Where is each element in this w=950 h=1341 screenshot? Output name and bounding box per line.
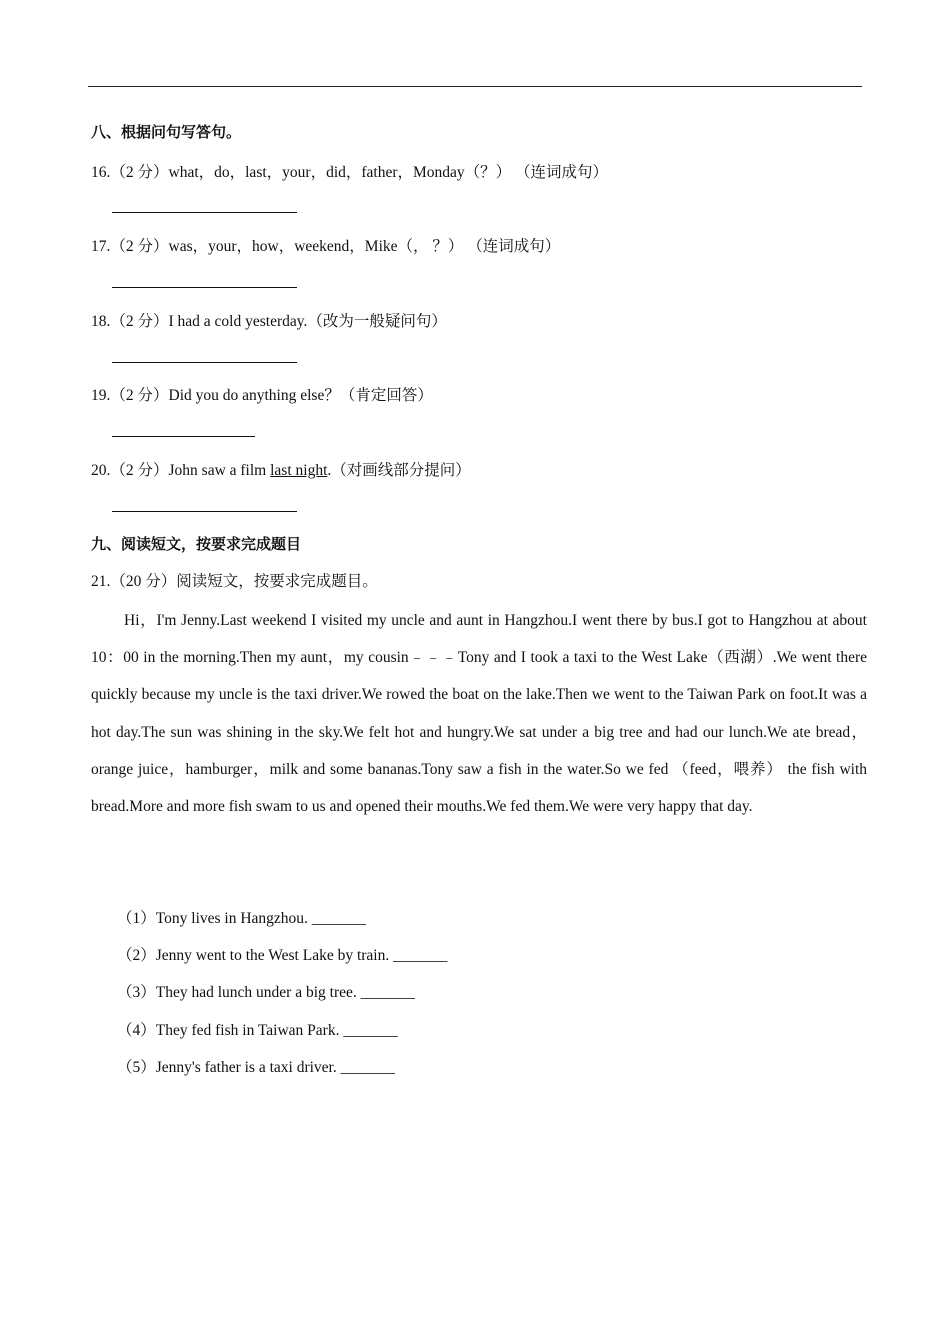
question-20-prefix: 20.（2 分）John saw a film — [91, 462, 271, 479]
section-8-heading: 八、根据问句写答句。 — [91, 123, 242, 141]
answer-blank-16[interactable] — [112, 212, 297, 213]
reading-passage — [91, 602, 867, 825]
question-21: 21.（20 分）阅读短文，按要求完成题目。 — [91, 573, 378, 590]
passage-text: Hi，I'm Jenny.Last weekend I visited my uncle and aunt in Hangzhou.I went there by bus.I got to Hangzhou at about 10：00 in the morning.Then my aunt，my cousin﹣﹣﹣Tony and I took a taxi to the West Lake（西湖）.We went there quickly because my uncle is the taxi driver.We rowed the boat on the lake.Then we went to the Taiwan Park on foot.It was a hot day.The sun was shining in the sky.We felt hot and hungry.We sat under a big tree and had our lunch.We ate bread，orange juice，hamburger，milk and some bananas.Tony saw a fish in the water.So we fed （feed，喂养） the fish with bread.More and more fish swam to us and opened their mouths.We fed them.We were very happy that day. — [91, 612, 867, 816]
section-9-heading: 九、阅读短文，按要求完成题目 — [91, 535, 302, 553]
statement-5[interactable]: （5）Jenny's father is a taxi driver. _______ — [117, 1059, 395, 1076]
question-17: 17.（2 分）was，your，how，weekend，Mike（， ？） （连词成句） — [91, 238, 561, 255]
answer-blank-18[interactable] — [112, 362, 297, 363]
question-20-underlined: last night — [270, 462, 328, 479]
answer-blank-20[interactable] — [112, 511, 297, 512]
statement-1[interactable]: （1）Tony lives in Hangzhou. _______ — [117, 910, 367, 927]
statement-2[interactable]: （2）Jenny went to the West Lake by train. _______ — [117, 947, 448, 964]
header-rule — [88, 86, 862, 87]
question-20 — [91, 458, 471, 480]
answer-blank-17[interactable] — [112, 287, 297, 288]
question-18: 18.（2 分）I had a cold yesterday.（改为一般疑问句） — [91, 313, 447, 330]
question-20-suffix: .（对画线部分提问） — [327, 462, 471, 479]
question-16: 16.（2 分）what，do，last，your，did，father，Monday（？） （连词成句） — [91, 164, 609, 181]
answer-blank-19[interactable] — [112, 436, 255, 437]
statement-3[interactable]: （3）They had lunch under a big tree. _______ — [117, 984, 415, 1001]
statement-4[interactable]: （4）They fed fish in Taiwan Park. _______ — [117, 1022, 398, 1039]
question-19: 19.（2 分）Did you do anything else？（肯定回答） — [91, 387, 433, 404]
